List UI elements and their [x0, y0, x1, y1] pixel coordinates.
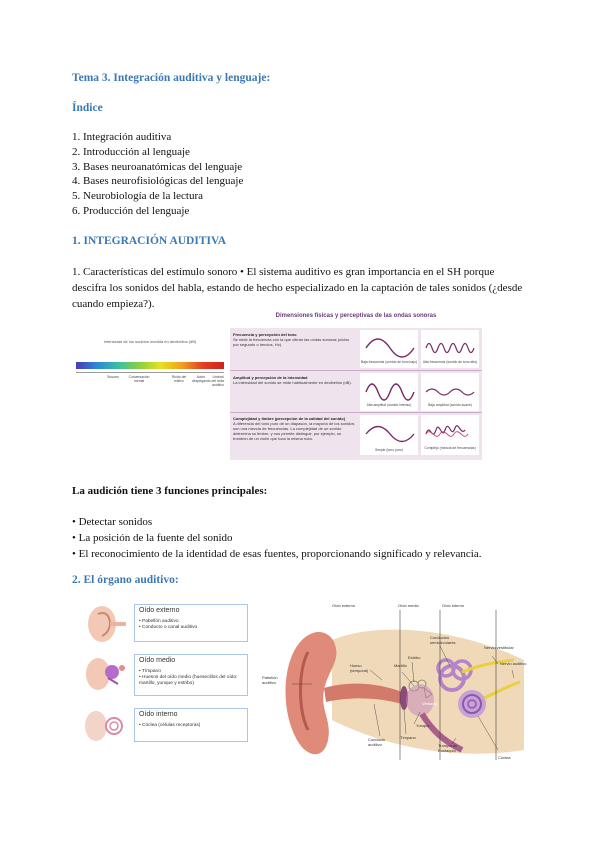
spectrum-axis: [76, 372, 224, 373]
spectrum-label: Avión despegando: [192, 375, 211, 383]
spectrum-title: Intensidad de los sonidos medida en decibelios (dB): [103, 339, 197, 344]
anatomy-label: Yunque: [416, 723, 430, 728]
dimensions-panel-title: Dimensiones físicas y perceptivas de las ondas sonoras: [275, 313, 437, 319]
function-item: • La posición de la fuente del sonido: [72, 532, 233, 544]
anatomy-region-label: Oído interno: [442, 603, 465, 608]
ear-box-item: • Pabellón auditivo: [139, 619, 179, 624]
index-heading: Índice: [72, 102, 103, 114]
toc-item: 1. Integración auditiva: [72, 131, 172, 143]
paragraph-line: descifra los sonidos del habla, estando de hecho especializado en la captación de tales sonidos (¿desde: [72, 282, 523, 294]
table-of-contents: [72, 130, 243, 219]
intensity-spectrum-bar: [76, 362, 224, 369]
wave-caption: Baja amplitud (sonido suave): [428, 403, 472, 407]
ear-box-items: [139, 723, 245, 729]
inner-ear-icon: [80, 706, 130, 746]
anatomy-label: Martillo: [394, 663, 407, 668]
anatomy-region-label: Oído medio: [398, 603, 419, 608]
ear-parts-figure: [80, 600, 250, 750]
wave-caption: Alta frecuencia (sonido de tono alto): [422, 360, 478, 364]
anatomy-label: Trompa de Eustaquio: [438, 743, 458, 753]
function-item: • El reconocimiento de la identidad de esas fuentes, proporcionando significado y relevancia.: [72, 548, 482, 560]
toc-item: 4. Bases neurofisiológicas del lenguaje: [72, 175, 244, 188]
anatomy-label: Cóclea: [498, 755, 511, 760]
spectrum-label: Umbral del dolor auditivo: [211, 375, 225, 387]
section-heading-integracion: 1. INTEGRACIÓN AUDITIVA: [72, 235, 227, 247]
ear-box-item: • Cóclea (células receptoras): [139, 723, 201, 728]
spectrum-label: Conversación normal: [128, 375, 150, 383]
anatomy-label: Conductos semicirculares: [430, 635, 456, 645]
anatomy-label: Conducto auditivo: [368, 737, 386, 747]
paragraph-line: 1. Características del estímulo sonoro • El sistema auditivo es gran importancia en el SH porque: [72, 266, 495, 278]
ear-box-item: • Tímpano: [139, 669, 161, 674]
wave-caption: Alta amplitud (sonido intenso): [366, 403, 412, 407]
wave-caption: Simple (tono puro): [375, 448, 403, 452]
anatomy-label: Hueso (temporal): [350, 663, 369, 673]
dimension-description: A diferencia del tono puro de un diapasón, la mayoría de los sonidos son una mezcla de frecuencias. La complejidad de un sonido determina su timbre, y nos permite distinguir, por ejemplo, un trombón de un violín que toca la misma nota.: [233, 421, 355, 441]
paragraph-line: cuando empieza?).: [72, 298, 155, 310]
dimension-row-text: [233, 332, 355, 347]
function-item: • Detectar sonidos: [72, 516, 153, 528]
toc-item: 3. Bases neuroanatómicas del lenguaje: [72, 160, 243, 173]
anatomy-label: Ventana: [422, 701, 437, 706]
dimension-description: Se mide la frecuencia con la que vibran las ondas sonoras (ciclos por segundo o hercios, Hz).: [233, 337, 350, 347]
middle-ear-icon: [80, 654, 130, 694]
dimensions-panel: [230, 328, 482, 460]
inner-ear-box: [134, 708, 248, 742]
functions-list: [72, 514, 481, 562]
toc-item: 6. Producción del lenguaje: [72, 204, 190, 217]
anatomy-region-label: Oído externo: [332, 603, 356, 608]
ear-box-title: Oído interno: [139, 711, 178, 718]
wave-diagrams: [360, 330, 480, 458]
ear-box-title: Oído externo: [139, 607, 180, 614]
ear-box-items: [139, 669, 245, 687]
toc-item: 5. Neurobiología de la lectura: [72, 190, 204, 203]
spectrum-label: Ruido del tráfico: [171, 375, 187, 383]
dimension-row-text: [233, 375, 355, 385]
toc-item: 2. Introducción al lenguaje: [72, 145, 190, 158]
wave-caption: Baja frecuencia (sonido de tono bajo): [360, 360, 418, 364]
dimension-row-text: [233, 416, 355, 441]
ear-anatomy-figure: [262, 600, 534, 772]
dimension-heading: Amplitud y percepción de la intensidad: [233, 375, 308, 380]
anatomy-label: Pabellón auditivo: [262, 675, 278, 685]
anatomy-label: Estribo: [408, 655, 421, 660]
functions-heading: La audición tiene 3 funciones principales:: [72, 485, 268, 497]
dimension-heading: Frecuencia y percepción del tono: [233, 332, 297, 337]
middle-ear-box: [134, 654, 248, 696]
anatomy-label: Nervio vestibular: [484, 645, 514, 650]
anatomy-label: Nervio auditivo: [500, 661, 527, 666]
spectrum-label: Susurro: [107, 375, 119, 379]
ear-box-item: • Huesos del oído medio (huesecillos del oído: martillo, yunque y estribo): [139, 675, 238, 686]
ear-box-title: Oído medio: [139, 657, 176, 664]
outer-ear-icon: [80, 604, 130, 644]
outer-ear-box: [134, 604, 248, 642]
intro-paragraph: [72, 264, 532, 312]
wave-caption: Complejo (mezcla de frecuencias): [424, 446, 476, 450]
sound-dimensions-figure: [72, 308, 482, 460]
dimension-heading: Complejidad y timbre (percepción de la calidad del sonido): [233, 416, 346, 421]
ear-box-item: • Conducto o canal auditivo: [139, 625, 198, 630]
document-title: Tema 3. Integración auditiva y lenguaje:: [72, 72, 271, 84]
ear-box-items: [139, 619, 245, 631]
anatomy-label: Tímpano: [400, 735, 416, 740]
ear-anatomy-illustration: [262, 600, 534, 772]
dimension-description: La intensidad del sonido se mide habitualmente en decibelios (dB).: [233, 380, 352, 385]
section-heading-organo: 2. El órgano auditivo:: [72, 574, 179, 586]
